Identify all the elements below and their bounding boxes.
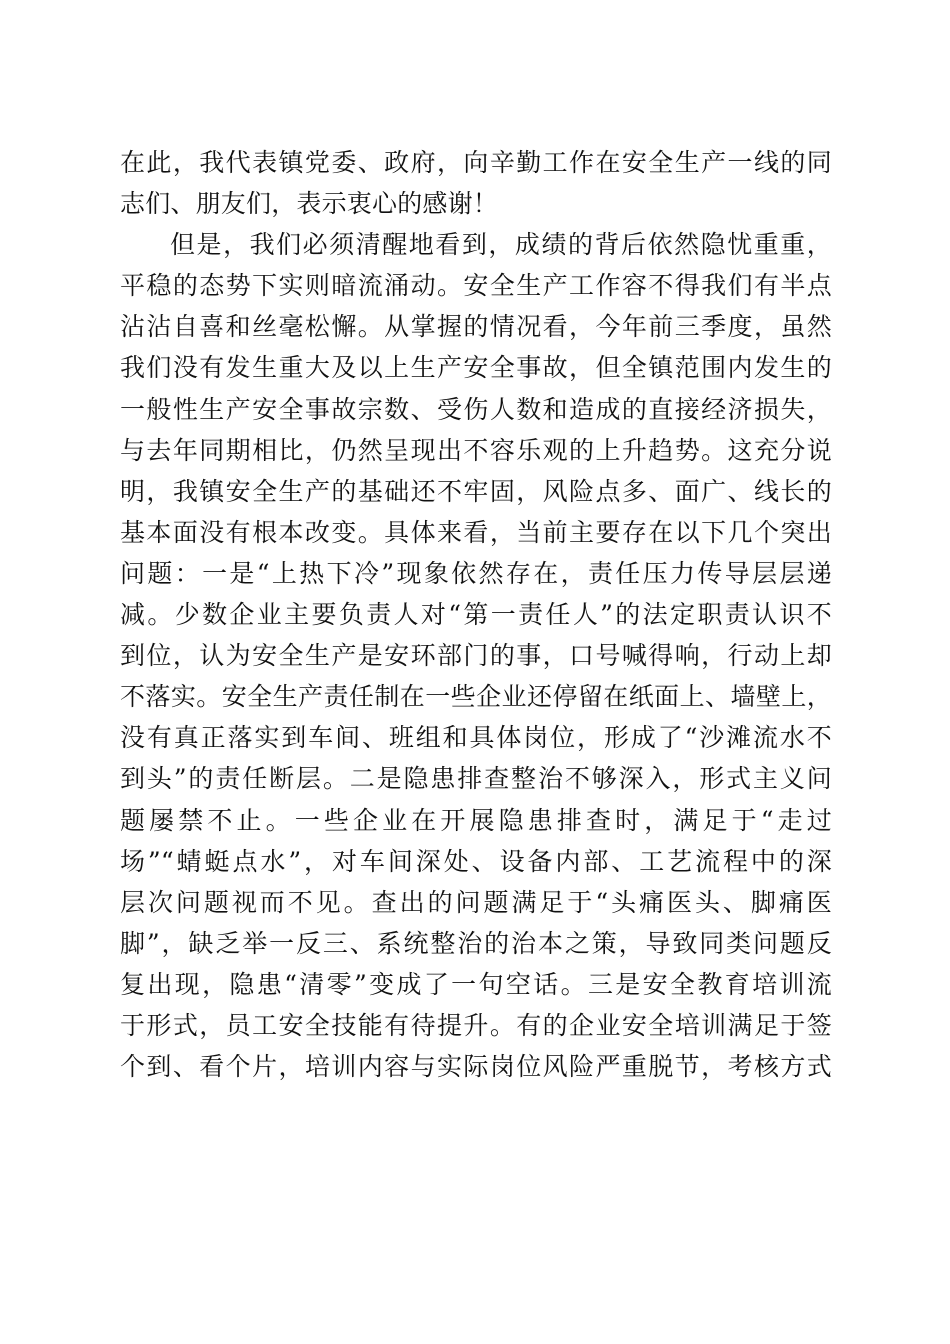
text-line: 我们没有发生重大及以上生产安全事故，但全镇范围内发生的 (120, 353, 832, 383)
text-line: 基本面没有根本改变。具体来看，当前主要存在以下几个突出 (120, 517, 832, 547)
text-line: 志们、朋友们，表示衷心的感谢！ (120, 189, 499, 219)
text-line: 个到、看个片，培训内容与实际岗位风险严重脱节，考核方式 (120, 1052, 832, 1082)
text-line: 层次问题视而不见。查出的问题满足于“头痛医头、脚痛医 (120, 887, 832, 917)
text-line: 明，我镇安全生产的基础还不牢固，风险点多、面广、线长的 (120, 476, 832, 506)
text-line: 减。少数企业主要负责人对“第一责任人”的法定职责认识不 (120, 600, 832, 630)
text-line: 不落实。安全生产责任制在一些企业还停留在纸面上、墙壁上， (120, 682, 832, 712)
text-line: 题屡禁不止。一些企业在开展隐患排查时，满足于“走过 (120, 805, 832, 835)
paragraph-1 (120, 142, 832, 224)
text-line: 没有真正落实到车间、班组和具体岗位，形成了“沙滩流水不 (120, 723, 832, 753)
text-line: 沾沾自喜和丝毫松懈。从掌握的情况看，今年前三季度，虽然 (120, 312, 832, 342)
text-line: 场”“蜻蜓点水”，对车间深处、设备内部、工艺流程中的深 (120, 846, 832, 876)
text-line: 复出现，隐患“清零”变成了一句空话。三是安全教育培训流 (120, 969, 832, 999)
text-line: 脚”，缺乏举一反三、系统整治的治本之策，导致同类问题反 (120, 928, 832, 958)
text-line: 问题：一是“上热下冷”现象依然存在，责任压力传导层层递 (120, 558, 832, 588)
text-line: 平稳的态势下实则暗流涌动。安全生产工作容不得我们有半点 (120, 271, 832, 301)
body-text (120, 142, 832, 1087)
text-line: 与去年同期相比，仍然呈现出不容乐观的上升趋势。这充分说 (120, 435, 832, 465)
text-line: 到位，认为安全生产是安环部门的事，口号喊得响，行动上却 (120, 641, 832, 671)
text-line: 在此，我代表镇党委、政府，向辛勤工作在安全生产一线的同 (120, 148, 832, 177)
paragraph-2 (120, 224, 832, 1087)
text-line: 到头”的责任断层。二是隐患排查整治不够深入，形式主义问 (120, 764, 832, 794)
text-line: 于形式，员工安全技能有待提升。有的企业安全培训满足于签 (120, 1010, 832, 1040)
text-line: 但是，我们必须清醒地看到，成绩的背后依然隐忧重重， (170, 230, 832, 260)
text-line: 一般性生产安全事故宗数、受伤人数和造成的直接经济损失， (120, 394, 832, 424)
